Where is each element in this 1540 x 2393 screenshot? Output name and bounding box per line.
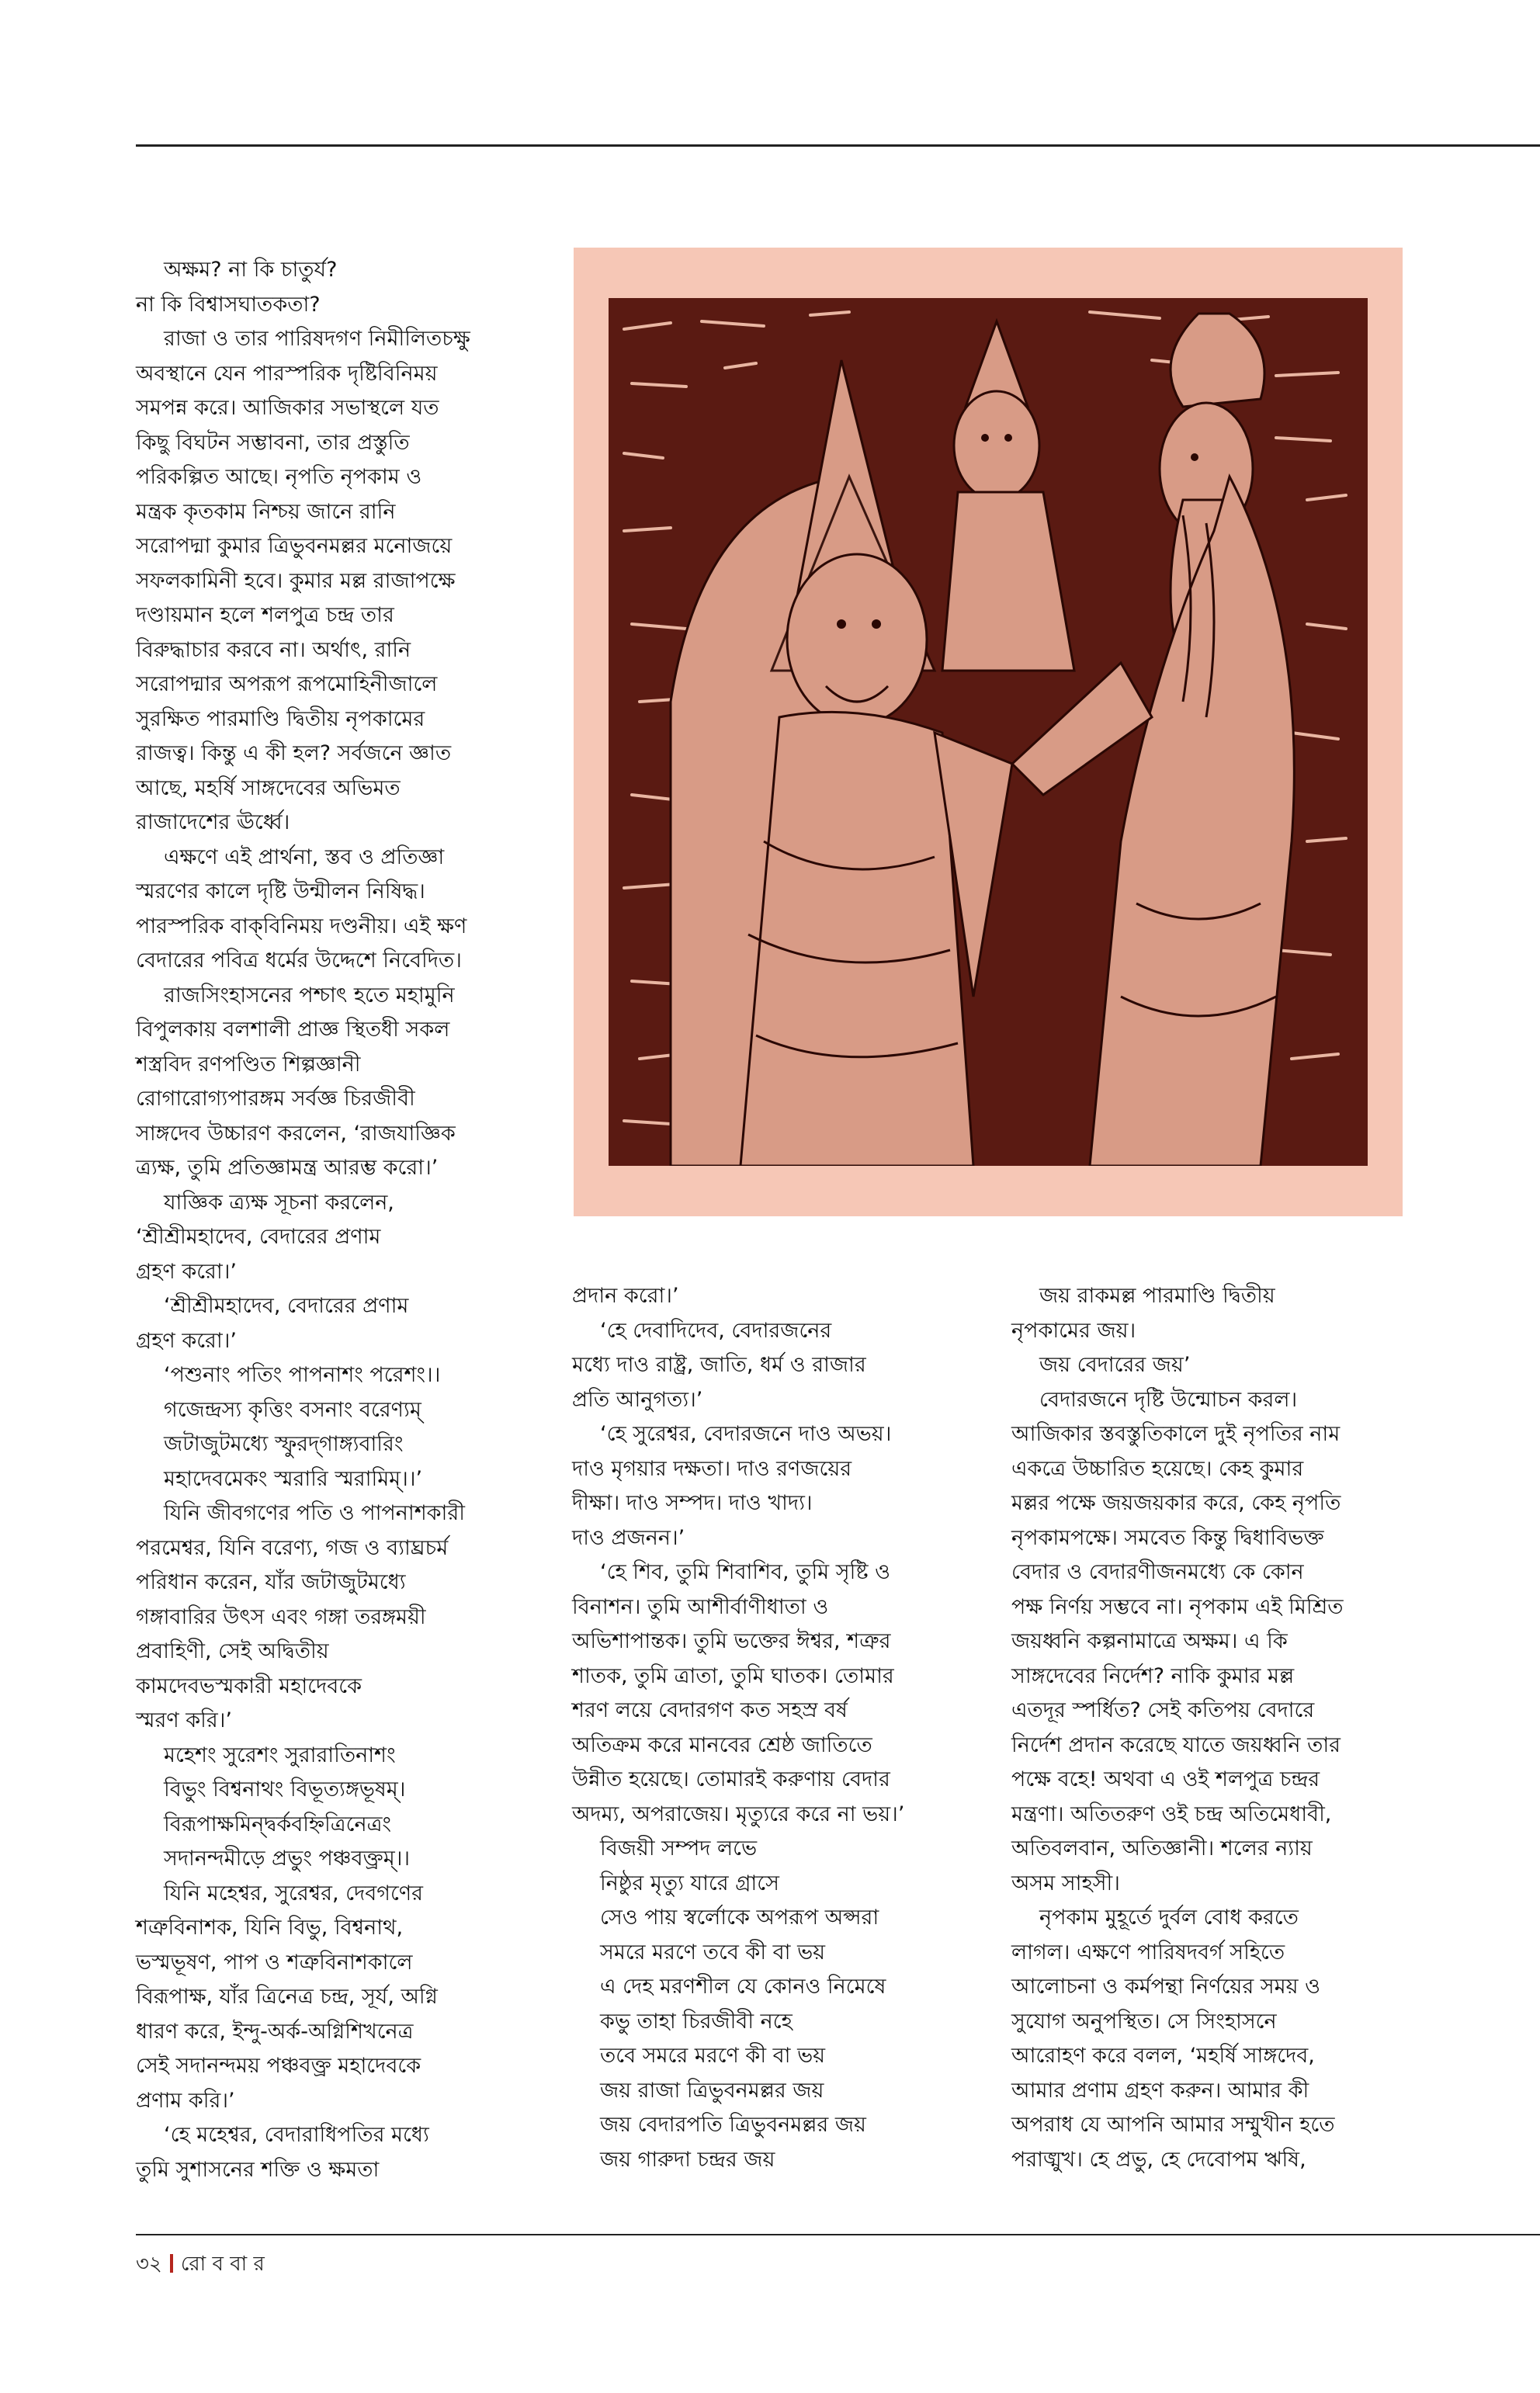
text-line: বেদারের পবিত্র ধর্মের উদ্দেশে নিবেদিত।	[136, 949, 462, 973]
text-line: লাগল। এক্ষণে পারিষদবর্গ সহিতে	[1011, 1940, 1285, 1965]
text-line: রাজাদেশের ঊর্ধ্বে।	[136, 810, 290, 834]
text-line: অপরাধ যে আপনি আমার সম্মুখীন হতে	[1011, 2113, 1335, 2137]
text-line: পক্ষে বহে! অথবা এ ওই শলপুত্র চন্দ্রর	[1011, 1767, 1320, 1791]
text-line: ‘শ্রীশ্রীমহাদেব, বেদারের প্রণাম	[164, 1294, 409, 1318]
text-line: সেই সদানন্দময় পঞ্চবক্ত্র মহাদেবকে	[136, 2054, 421, 2078]
text-line: যাজ্ঞিক ত্র্যক্ষ সূচনা করলেন,	[164, 1190, 394, 1215]
text-line: প্রণাম করি।’	[136, 2088, 235, 2113]
text-line: সেও পায় স্বর্লোকে অপরূপ অপ্সরা	[600, 1906, 879, 1930]
text-line: মধ্যে দাও রাষ্ট্র, জাতি, ধর্ম ও রাজার	[572, 1353, 866, 1377]
text-line: উন্নীত হয়েছে। তোমারই করুণায় বেদার	[572, 1767, 890, 1791]
text-line: সরোপদ্মার অপরূপ রূপমোহিনীজালে	[136, 672, 438, 696]
text-line: অতিবলবান, অতিজ্ঞানী। শলের ন্যায়	[1011, 1836, 1313, 1861]
text-line: সুরক্ষিত পারমাণ্ডি দ্বিতীয় নৃপকামের	[136, 706, 425, 731]
text-line: প্রতি আনুগত্য।’	[572, 1387, 703, 1412]
text-line: নৃপকামপক্ষে। সমবেত কিন্তু দ্বিধাবিভক্ত	[1011, 1525, 1324, 1550]
text-line: সদানন্দমীড়ে প্রভুং পঞ্চবক্ত্রম্‌।।	[164, 1847, 411, 1871]
text-line: এ দেহ মরণশীল যে কোনও নিমেষে	[600, 1975, 886, 1999]
text-line: ‘শ্রীশ্রীমহাদেব, বেদারের প্রণাম	[136, 1225, 381, 1249]
text-line: রোগারোগ্যপারঙ্গম সর্বজ্ঞ চিরজীবী	[136, 1087, 415, 1111]
text-line: একত্রে উচ্চারিত হয়েছে। কেহ কুমার	[1011, 1456, 1304, 1481]
text-line: যিনি জীবগণের পতি ও পাপনাশকারী	[164, 1501, 465, 1525]
text-line: স্মরণ করি।’	[136, 1708, 232, 1732]
text-column-2	[572, 1279, 1007, 2177]
text-line: আমার প্রণাম গ্রহণ করুন। আমার কী	[1011, 2078, 1309, 2103]
text-line: ‘হে মহেশ্বর, বেদারাধিপতির মধ্যে	[164, 2123, 429, 2147]
text-line: দাও মৃগয়ার দক্ষতা। দাও রণজয়ের	[572, 1456, 852, 1481]
magazine-name: রো ব বা র	[180, 2253, 265, 2276]
text-line: ‘হে শিব, তুমি শিবাশিব, তুমি সৃষ্টি ও	[600, 1560, 890, 1584]
text-line: এতদূর স্পর্ধিত? সেই কতিপয় বেদারে	[1011, 1698, 1315, 1722]
text-line: বেদারজনে দৃষ্টি উন্মোচন করল।	[1039, 1387, 1298, 1412]
text-line: ‘হে সুরেশ্বর, বেদারজনে দাও অভয়।	[600, 1422, 892, 1446]
text-line: জটাজুটমধ্যে স্ফুরদ্‌গাঙ্গ্যবারিং	[164, 1432, 404, 1456]
text-line: বিরূপাক্ষমিন্দ্বর্কবহ্নিত্রিনেত্রং	[164, 1812, 392, 1836]
text-line: নৃপকামের জয়।	[1011, 1318, 1136, 1343]
text-line: মন্ত্রণা। অতিতরুণ ওই চন্দ্র অতিমেধাবী,	[1011, 1802, 1332, 1826]
text-line: স্মরণের কালে দৃষ্টি উন্মীলন নিষিদ্ধ।	[136, 879, 425, 903]
text-line: কামদেবভস্মকারী মহাদেবকে	[136, 1673, 362, 1698]
text-line: নিষ্ঠুর মৃত্যু যারে গ্রাসে	[600, 1871, 779, 1895]
text-line: বিনাশন। তুমি আশীর্বাণীধাতা ও	[572, 1594, 829, 1619]
text-line: আজিকার স্তবস্তুতিকালে দুই নৃপতির নাম	[1011, 1422, 1341, 1446]
text-line: জয় বেদারের জয়’	[1039, 1353, 1191, 1377]
text-line: প্রদান করো।’	[572, 1284, 679, 1308]
top-rule	[136, 144, 1540, 147]
text-line: জয় রাজা ত্রিভুবনমল্লর জয়	[600, 2078, 824, 2103]
text-line: মহেশং সুরেশং সুরারাতিনাশং	[164, 1743, 396, 1767]
text-line: কিছু বিঘটন সম্ভাবনা, তার প্রস্তুতি	[136, 430, 410, 455]
text-line: দীক্ষা। দাও সম্পদ। দাও খাদ্য।	[572, 1491, 813, 1515]
text-line: সাঙ্গদেবের নির্দেশ? নাকি কুমার মল্ল	[1011, 1663, 1295, 1688]
text-line: জয় রাকমল্ল পারমাণ্ডি দ্বিতীয়	[1039, 1284, 1275, 1308]
text-line: অদম্য, অপরাজেয়। মৃত্যুরে করে না ভয়।’	[572, 1802, 905, 1826]
text-line: দণ্ডায়মান হলে শলপুত্র চন্দ্র তার	[136, 603, 394, 627]
text-line: বেদার ও বেদারণীজনমধ্যে কে কোন	[1011, 1560, 1304, 1584]
page-number: ৩২	[136, 2253, 162, 2276]
text-line: রাজসিংহাসনের পশ্চাৎ হতে মহামুনি	[164, 983, 455, 1007]
text-line: শরণ লয়ে বেদারগণ কত সহস্র বর্ষ	[572, 1698, 848, 1722]
text-line: অভিশাপান্তক। তুমি ভক্তের ঈশ্বর, শত্রুর	[572, 1629, 891, 1653]
text-line: সরোপদ্মা কুমার ত্রিভুবনমল্লর মনোজয়ে	[136, 534, 453, 558]
text-line: আরোহণ করে বলল, ‘মহর্ষি সাঙ্গদেব,	[1011, 2044, 1315, 2068]
text-line: যিনি মহেশ্বর, সুরেশ্বর, দেবগণের	[164, 1881, 424, 1906]
text-line: পক্ষ নির্ণয় সম্ভবে না। নৃপকাম এই মিশ্রিত	[1011, 1594, 1344, 1619]
text-line: মহাদেবমেকং স্মরারি স্মরামিম্‌।।’	[164, 1466, 423, 1491]
text-line: শস্ত্রবিদ রণপণ্ডিত শিল্পজ্ঞানী	[136, 1052, 361, 1077]
text-column-3	[1011, 1279, 1446, 2177]
text-line: শাতক, তুমি ত্রাতা, তুমি ঘাতক। তোমার	[572, 1663, 894, 1688]
text-line: গজেন্দ্রস্য কৃত্তিং বসনাং বরেণ্যম্‌	[164, 1397, 421, 1422]
text-line: বিপুলকায় বলশালী প্রাজ্ঞ স্থিতধী সকল	[136, 1018, 450, 1042]
text-line: দাও প্রজনন।’	[572, 1525, 685, 1550]
text-line: জয়ধ্বনি কল্পনামাত্রে অক্ষম। এ কি	[1011, 1629, 1288, 1653]
text-line: জয় বেদারপতি ত্রিভুবনমল্লর জয়	[600, 2113, 866, 2137]
text-line: ‘হে দেবাদিদেব, বেদারজনের	[600, 1318, 832, 1343]
text-line: অবস্থানে যেন পারস্পরিক দৃষ্টিবিনিময়	[136, 361, 438, 386]
text-line: শত্রুবিনাশক, যিনি বিভু, বিশ্বনাথ,	[136, 1916, 404, 1940]
text-line: সফলকামিনী হবে। কুমার মল্ল রাজাপক্ষে	[136, 568, 456, 593]
footer-separator	[170, 2254, 173, 2273]
text-line: প্রবাহিণী, সেই অদ্বিতীয়	[136, 1639, 329, 1663]
text-line: ভস্মভূষণ, পাপ ও শত্রুবিনাশকালে	[136, 1950, 413, 1975]
text-line: ‘পশুনাং পতিং পাপনাশং পরেশং।।	[164, 1363, 441, 1387]
text-line: গঙ্গাবারির উৎস এবং গঙ্গা তরঙ্গময়ী	[136, 1604, 426, 1629]
text-line: অসম সাহসী।	[1011, 1871, 1120, 1895]
text-line: রাজত্ব। কিন্তু এ কী হল? সর্বজনে জ্ঞাত	[136, 741, 452, 765]
text-line: বিভুং বিশ্বনাথং বিভূত্যঙ্গভূষম্‌।	[164, 1777, 406, 1802]
text-line: বিরূপাক্ষ, যাঁর ত্রিনেত্র চন্দ্র, সূর্য, অগ্নি	[136, 1985, 438, 2009]
text-line: সমরে মরণে তবে কী বা ভয়	[600, 1940, 826, 1965]
text-line: এক্ষণে এই প্রার্থনা, স্তব ও প্রতিজ্ঞা	[164, 844, 445, 869]
text-line: কভু তাহা চিরজীবী নহে	[600, 2009, 793, 2034]
text-line: নির্দেশ প্রদান করেছে যাতে জয়ধ্বনি তার	[1011, 1732, 1341, 1757]
text-line: অক্ষম? না কি চাতুর্য?	[164, 258, 338, 282]
text-line: পারস্পরিক বাক্‌বিনিময় দণ্ডনীয়। এই ক্ষণ	[136, 914, 467, 938]
text-line: রাজা ও তার পারিষদগণ নিমীলিতচক্ষু	[164, 327, 470, 351]
text-line: ত্র্যক্ষ, তুমি প্রতিজ্ঞামন্ত্র আরম্ভ করো।’	[136, 1156, 439, 1180]
text-line: পরিকল্পিত আছে। নৃপতি নৃপকাম ও	[136, 465, 422, 489]
text-line: পরাঙ্মুখ। হে প্রভু, হে দেবোপম ঋষি,	[1011, 2147, 1306, 2172]
text-line: পরমেশ্বর, যিনি বরেণ্য, গজ ও ব্যাঘ্রচর্ম	[136, 1535, 449, 1560]
bottom-rule	[136, 2234, 1540, 2235]
text-line: মল্লর পক্ষে জয়জয়কার করে, কেহ নৃপতি	[1011, 1491, 1341, 1515]
text-line: অতিক্রম করে মানবের শ্রেষ্ঠ জাতিতে	[572, 1732, 872, 1757]
text-line: ধারণ করে, ইন্দু-অর্ক-অগ্নিশিখনেত্র	[136, 2019, 414, 2044]
text-column-1	[136, 253, 571, 2187]
text-line: গ্রহণ করো।’	[136, 1259, 237, 1284]
text-line: তবে সমরে মরণে কী বা ভয়	[600, 2044, 826, 2068]
text-line: সাঙ্গদেব উচ্চারণ করলেন, ‘রাজযাজ্ঞিক	[136, 1121, 456, 1146]
text-line: বিজয়ী সম্পদ লভে	[600, 1836, 758, 1861]
text-line: সুযোগ অনুপস্থিত। সে সিংহাসনে	[1011, 2009, 1277, 2034]
text-line: জয় গারুদা চন্দ্রর জয়	[600, 2147, 775, 2172]
text-line: না কি বিশ্বাসঘাতকতা?	[136, 292, 321, 317]
text-line: গ্রহণ করো।’	[136, 1328, 237, 1353]
text-line: মন্ত্রক কৃতকাম নিশ্চয় জানে রানি	[136, 499, 396, 524]
illustration-frame	[574, 248, 1403, 1216]
text-line: নৃপকাম মুহূর্তে দুর্বল বোধ করতে	[1039, 1906, 1299, 1930]
text-line: পরিধান করেন, যাঁর জটাজুটমধ্যে	[136, 1570, 406, 1594]
text-line: আলোচনা ও কর্মপন্থা নির্ণয়ের সময় ও	[1011, 1975, 1320, 1999]
woodcut-illustration	[609, 298, 1368, 1166]
text-line: তুমি সুশাসনের শক্তি ও ক্ষমতা	[136, 2157, 380, 2182]
text-line: বিরুদ্ধাচার করবে না। অর্থাৎ, রানি	[136, 637, 411, 662]
text-line: আছে, মহর্ষি সাঙ্গদেবের অভিমত	[136, 775, 401, 800]
page-footer	[136, 2248, 265, 2282]
text-line: সমপন্ন করে। আজিকার সভাস্থলে যত	[136, 396, 439, 420]
